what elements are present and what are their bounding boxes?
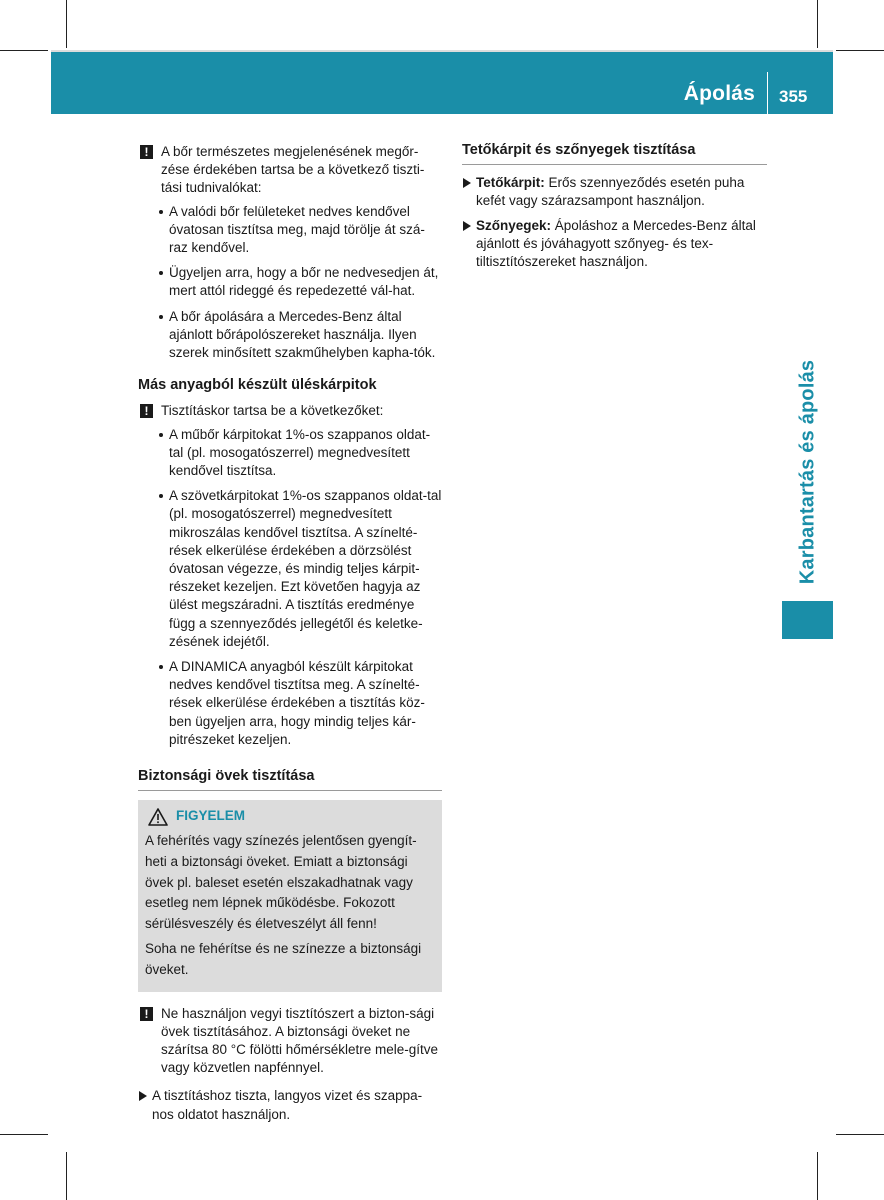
section-heading: Más anyagból készült üléskárpitok: [138, 377, 377, 394]
page-title: Ápolás: [683, 82, 755, 105]
crop-mark: [66, 1152, 67, 1200]
note-text: Ne használjon vegyi tisztítószert a bizton-sági övek tisztításához. A biztonsági öveket ne szárítsa 80 °C fölötti hőmérsékletre mele-gítve vagy közvetlen napfénnyel.: [161, 1005, 439, 1076]
crop-mark: [817, 1152, 818, 1200]
warning-triangle-icon: [148, 808, 168, 826]
arrow-right-icon: [139, 1091, 147, 1101]
note-upholstery: [138, 402, 442, 749]
warning-header: [148, 806, 436, 827]
list-item: A szövetkárpitokat 1%-os szappanos oldat-tal (pl. mosogatószerrel) megnedvesített mikroszálas kendővel tisztítsa. A színelté-rések elkerülése érdekében a dörzsölést óvatosan végezze, és mindig teljes kárpit-részeket kezeljen. Ezt követően hagyja az ülést megszáradni. A tisztítás eredménye függ a szennyeződés jellegétől és keletke-zésének idejétől.: [161, 487, 442, 651]
list-item: A DINAMICA anyagból készült kárpitokat nedves kendővel tisztítsa meg. A színelté-rések elkerülése érdekében a tisztítás köz-ben ügyeljen arra, hogy mindig teljes kár-pitrészeket kezeljen.: [161, 658, 442, 749]
list-item: A valódi bőr felületeket nedves kendővel óvatosan tisztítsa meg, majd törölje át szá-raz kendővel.: [161, 203, 442, 258]
bullet-list: [161, 203, 442, 363]
exclamation-icon: !: [140, 404, 153, 418]
exclamation-icon: !: [140, 145, 153, 159]
crop-mark: [0, 50, 48, 51]
step-label: Tetőkárpit:: [476, 175, 545, 191]
instruction-step: [462, 217, 767, 272]
crop-mark: [66, 0, 67, 48]
arrow-right-icon: [463, 178, 471, 188]
warning-text: A fehérítés vagy színezés jelentősen gyengít-heti a biztonsági öveket. Emiatt a biztonsági övek pl. baleset esetén elszakadhatnak vagy esetleg nem lépnek működésbe. Fokozott sérülésveszély és életveszélyt áll fenn!: [145, 833, 417, 932]
instruction-step: [138, 1087, 442, 1123]
side-tab-label: Karbantartás és ápolás: [796, 359, 819, 585]
instruction-step: [462, 174, 767, 210]
list-item: A bőr ápolására a Mercedes-Benz által ajánlott bőrápolószereket használja. Ilyen szerek minősített szakműhelyben kapha-tók.: [161, 308, 442, 363]
step-text: Erős szennyeződés esetén puha kefét vagy szárazsampont használjon.: [476, 175, 745, 209]
bullet-list: [161, 426, 442, 749]
step-text: Ápoláshoz a Mercedes-Benz által ajánlott és jóváhagyott szőnyeg- és tex-tiltisztítószereket használjon.: [476, 217, 756, 270]
arrow-right-icon: [463, 221, 471, 231]
crop-mark: [817, 0, 818, 48]
crop-mark: [836, 50, 884, 51]
note-intro: Tisztításkor tartsa be a következőket:: [161, 403, 384, 419]
header-separator: [767, 72, 768, 114]
header-band: [51, 50, 833, 114]
step-label: Szőnyegek:: [476, 217, 552, 233]
side-tab-marker: [782, 601, 833, 639]
page-number: 355: [779, 87, 808, 106]
section-heading: Biztonsági övek tisztítása: [138, 767, 442, 791]
right-column: [462, 141, 767, 277]
note-intro: A bőr természetes megjelenésének megőr-zése érdekében tartsa be a következő tiszti-tási tudnivalókat:: [161, 144, 425, 196]
warning-box: [138, 800, 442, 991]
crop-mark: [836, 1134, 884, 1135]
note-leather-care: [138, 143, 442, 362]
warning-text: Soha ne fehérítse és ne színezze a biztonsági öveket.: [145, 941, 422, 977]
list-item: Ügyeljen arra, hogy a bőr ne nedvesedjen át, mert attól rideggé és repedezetté vál-hat.: [161, 264, 442, 300]
exclamation-icon: !: [140, 1007, 153, 1021]
list-item: A műbőr kárpitokat 1%-os szappanos oldat-tal (pl. mosogatószerrel) megnedvesített kendővel tisztítsa.: [161, 426, 442, 481]
warning-title: FIGYELEM: [176, 808, 246, 824]
step-text: A tisztításhoz tiszta, langyos vizet és szappa-nos oldatot használjon.: [152, 1088, 423, 1122]
section-heading: Tetőkárpit és szőnyegek tisztítása: [462, 141, 767, 165]
left-column: [138, 143, 442, 1130]
crop-mark: [0, 1134, 48, 1135]
note-seatbelt: [138, 1005, 442, 1078]
